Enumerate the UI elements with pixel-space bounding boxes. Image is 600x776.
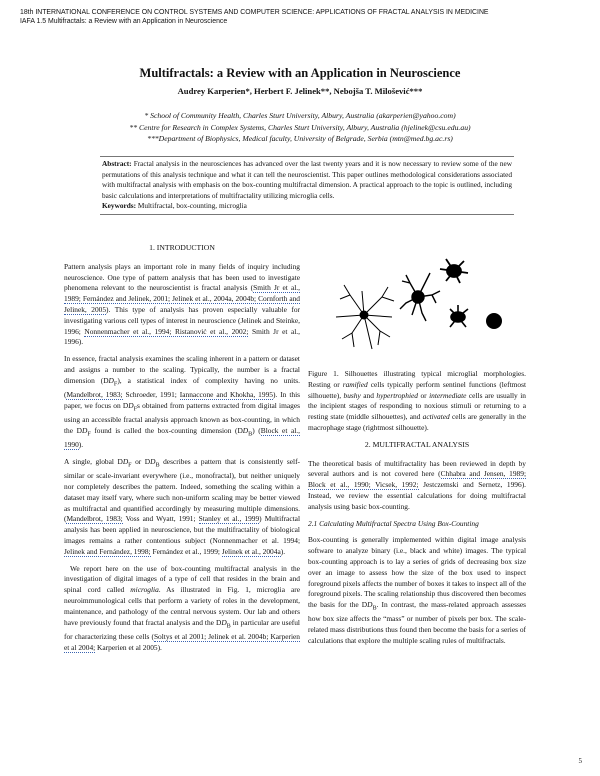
citation-link[interactable]: Mandelbrot, 1983; bbox=[66, 390, 123, 400]
figure-1-caption: Figure 1. Silhouettes illustrating typical microglial morphologies. Resting or ramified cells typically perform sentinel functions (leftmost silhouette), bushy and hypertrophied or intermediate cells are usually in the incipient stages of responding to noxious stimuli or returning to a resting state (middle silhouettes), and activated cells are generally in the macrophage stage (rightmost silhouette). bbox=[308, 369, 527, 432]
citation-link[interactable]: Chhabra and Jensen, 1989; Block et al., 1990; Vicsek, 1992; bbox=[308, 469, 526, 490]
intro-paragraph-3: A single, global $DD_F$ or $DD_B$ describes a pattern that is consistently self-similar or scale-invariant everywhere (i.e., monofractal), but neither uniquely nor completely describes the pattern. Indeed, something the scaling within a dataset may itself vary, where such non-uniform scaling may be better viewed as multifractal and quantified accordingly by measuring multiple dimensions. (Mandelbrot, 1983; Voss and Wyatt, 1991; Stanley et al., 1999) Multifractal analysis has been applied in neuroscience, but the multifractality of biological images remains a rather contentious subject (Nonnenmacher et al. 1994; Jelinek and Fernández, 1998; Fernández et al., 1999; Jelinek et al., 2004a). bbox=[64, 456, 301, 556]
right-column bbox=[308, 369, 526, 653]
bushy-cell-silhouette bbox=[400, 273, 440, 321]
intro-paragraph-4: We report here on the use of box-counting multifractal analysis in the investigation of digital images of a type of cell that resides in the brain and spinal cord called microglia. As illustrated in Fig. 1, microglia are neuroimmunological cells that perform a variety of roles in the development, maintenance, and pathology of the central nervous system. Our lab and others have previously found that fractal analysis and the $DD_B$ in particular are useful for characterizing these cells (Soltys et al 2001; Jelinek et al. 2004b; Karperien et al 2004; Karperien et al 2005). bbox=[64, 563, 300, 652]
citation-link[interactable]: Smith Jr et al., 1989; Fernández and Jelinek, 2001; Jelinek et al., 2004a, 2004b; Cornforth and Jelinek, 2005 bbox=[64, 283, 300, 314]
citation-link[interactable]: Nonnenmacher et al., 1994; Ristanović et al., 2002; bbox=[84, 326, 249, 336]
section-2-heading: 2. MULTIFRACTAL ANALYSIS bbox=[364, 439, 470, 449]
citation-link[interactable]: Soltys et al 2001; Jelinek et al. 2004b; Karperien et al 2004; bbox=[64, 631, 300, 652]
section-1-heading: 1. INTRODUCTION bbox=[149, 243, 215, 252]
paper-authors: Audrey Karperien*, Herbert F. Jelinek**, Nebojša T. Milošević*** bbox=[177, 86, 423, 96]
page-number: 5 bbox=[578, 757, 582, 765]
affiliation-2: ** Centre for Research in Complex Systems, Charles Sturt University, Albury, Australia (hjelinek@csu.edu.au) bbox=[129, 122, 471, 132]
abstract-box bbox=[100, 156, 514, 215]
keywords-label: Keywords: bbox=[102, 201, 137, 211]
section-2-1-heading: 2.1 Calculating Multifractal Spectra Using Box-Counting bbox=[308, 518, 479, 528]
hypertrophied-cell-silhouette bbox=[440, 259, 468, 283]
conference-header bbox=[20, 8, 590, 26]
activated-cell-silhouette bbox=[486, 313, 502, 329]
citation-link[interactable]: Stanley et al., 1999 bbox=[198, 514, 260, 524]
keywords-text: Multifractal, box-counting, microglia bbox=[137, 201, 247, 211]
citation-link[interactable]: Iannaccone and Khokha, 1995 bbox=[179, 390, 273, 400]
citation-link[interactable]: Jelinek and Fernández, 1998; bbox=[64, 546, 151, 556]
intro-paragraph-2: In essence, fractal analysis examines the scaling inherent in a pattern or dataset and assigns a number to the scaling. Typically, the number is a fractal dimension $(DD_F)$, a statistical index of complexity having no units. (Mandelbrot, 1983; Schroeder, 1991; Iannaccone and Khokha, 1995). In this paper, we focus on $DD_Fs$ obtained from patterns extracted from digital images using an accessible fractal analysis approach known as box-counting, in which the $DD_F$ found is called the box-counting dimension $(DD_B)$ (Block et al., 1990). bbox=[64, 354, 301, 450]
conference-header-line2: IAFA 1.5 Multifractals: a Review with an Application in Neuroscience bbox=[20, 18, 228, 25]
ramified-cell-silhouette bbox=[336, 285, 394, 349]
microglia-silhouettes-figure bbox=[322, 255, 512, 355]
multifractal-paragraph-2: Box-counting is generally implemented within digital image analysis software to analyze binary (i.e., black and white) images. The typical box-counting approach is to lay a series of grids of decreasing box size over an image to assess how the size of the box used to inspect foreground pixels affects the number of boxes it takes to inspect all of the foreground pixels. The scaling relationship thus discovered then becomes the basis for the $DD_B$. In contrast, the mass-related approach assesses how box size affects the “mass” or number of pixels per box. The scale-related mass distributions thus found then become the basis for a series of calculations that explore the multiple scaling rules of multifractals. bbox=[308, 535, 526, 645]
affiliation-1: * School of Community Health, Charles Sturt University, Albury, Australia (akarperien@yahoo.com) bbox=[144, 111, 456, 120]
intro-paragraph-1: Pattern analysis plays an important role in many fields of inquiry including neuroscience. One type of pattern analysis that has been used to investigate phenomena relevant to the neuroscientist is fractal analysis (Smith Jr et al., 1989; Fernández and Jelinek, 2001; Jelinek et al., 2004a, 2004b; Cornforth and Jelinek, 2005). This type of analysis has proven especially valuable for investigating various cell types of interest in neuroscience (Jelinek and Steinke, 1996; Nonnenmacher et al., 1994; Ristanović et al., 2002; Smith Jr et al., 1996). bbox=[64, 261, 300, 347]
citation-link[interactable]: Block et al., 1990 bbox=[64, 425, 300, 450]
citation-link[interactable]: Mandelbrot, 1983; bbox=[66, 514, 123, 524]
intermediate-cell-silhouette bbox=[450, 305, 468, 327]
multifractal-paragraph-1: The theoretical basis of multifractality has been reviewed in depth by several authors and is not covered here (Chhabra and Jensen, 1989; Block et al., 1990; Vicsek, 1992; Jestczemski and Sernetz, 1996). Instead, we review the essential calculations for doing multifractal analysis using basic box-counting. bbox=[308, 458, 527, 511]
left-column bbox=[64, 243, 300, 659]
conference-header-line1: 18th INTERNATIONAL CONFERENCE ON CONTROL SYSTEMS AND COMPUTER SCIENCE: APPLICATIONS OF FRACTAL ANALYSIS IN MEDICINE bbox=[20, 9, 489, 16]
affiliations bbox=[0, 110, 600, 145]
abstract-text: Fractal analysis in the neurosciences has advanced over the last twenty years and it is now necessary to review some of the new permutations of this analysis technique and what it can tell the neuroscientist. This paper outlines methodological considerations associated with multifractal analysis with emphasis on the box-counting multifractal dimension. A practical approach to the topic is outlined, including basic calculations and interpretations of multifractality utilizing microglia cells. bbox=[102, 159, 512, 200]
affiliation-3: ***Department of Biophysics, Medical faculty, University of Belgrade, Serbia (mtn@med.bg.ac.rs) bbox=[147, 134, 453, 143]
abstract-label: Abstract: bbox=[102, 159, 132, 168]
citation-link[interactable]: Jelinek et al., 2004a bbox=[221, 546, 281, 556]
paper-title: Multifractals: a Review with an Application in Neuroscience bbox=[139, 66, 461, 80]
